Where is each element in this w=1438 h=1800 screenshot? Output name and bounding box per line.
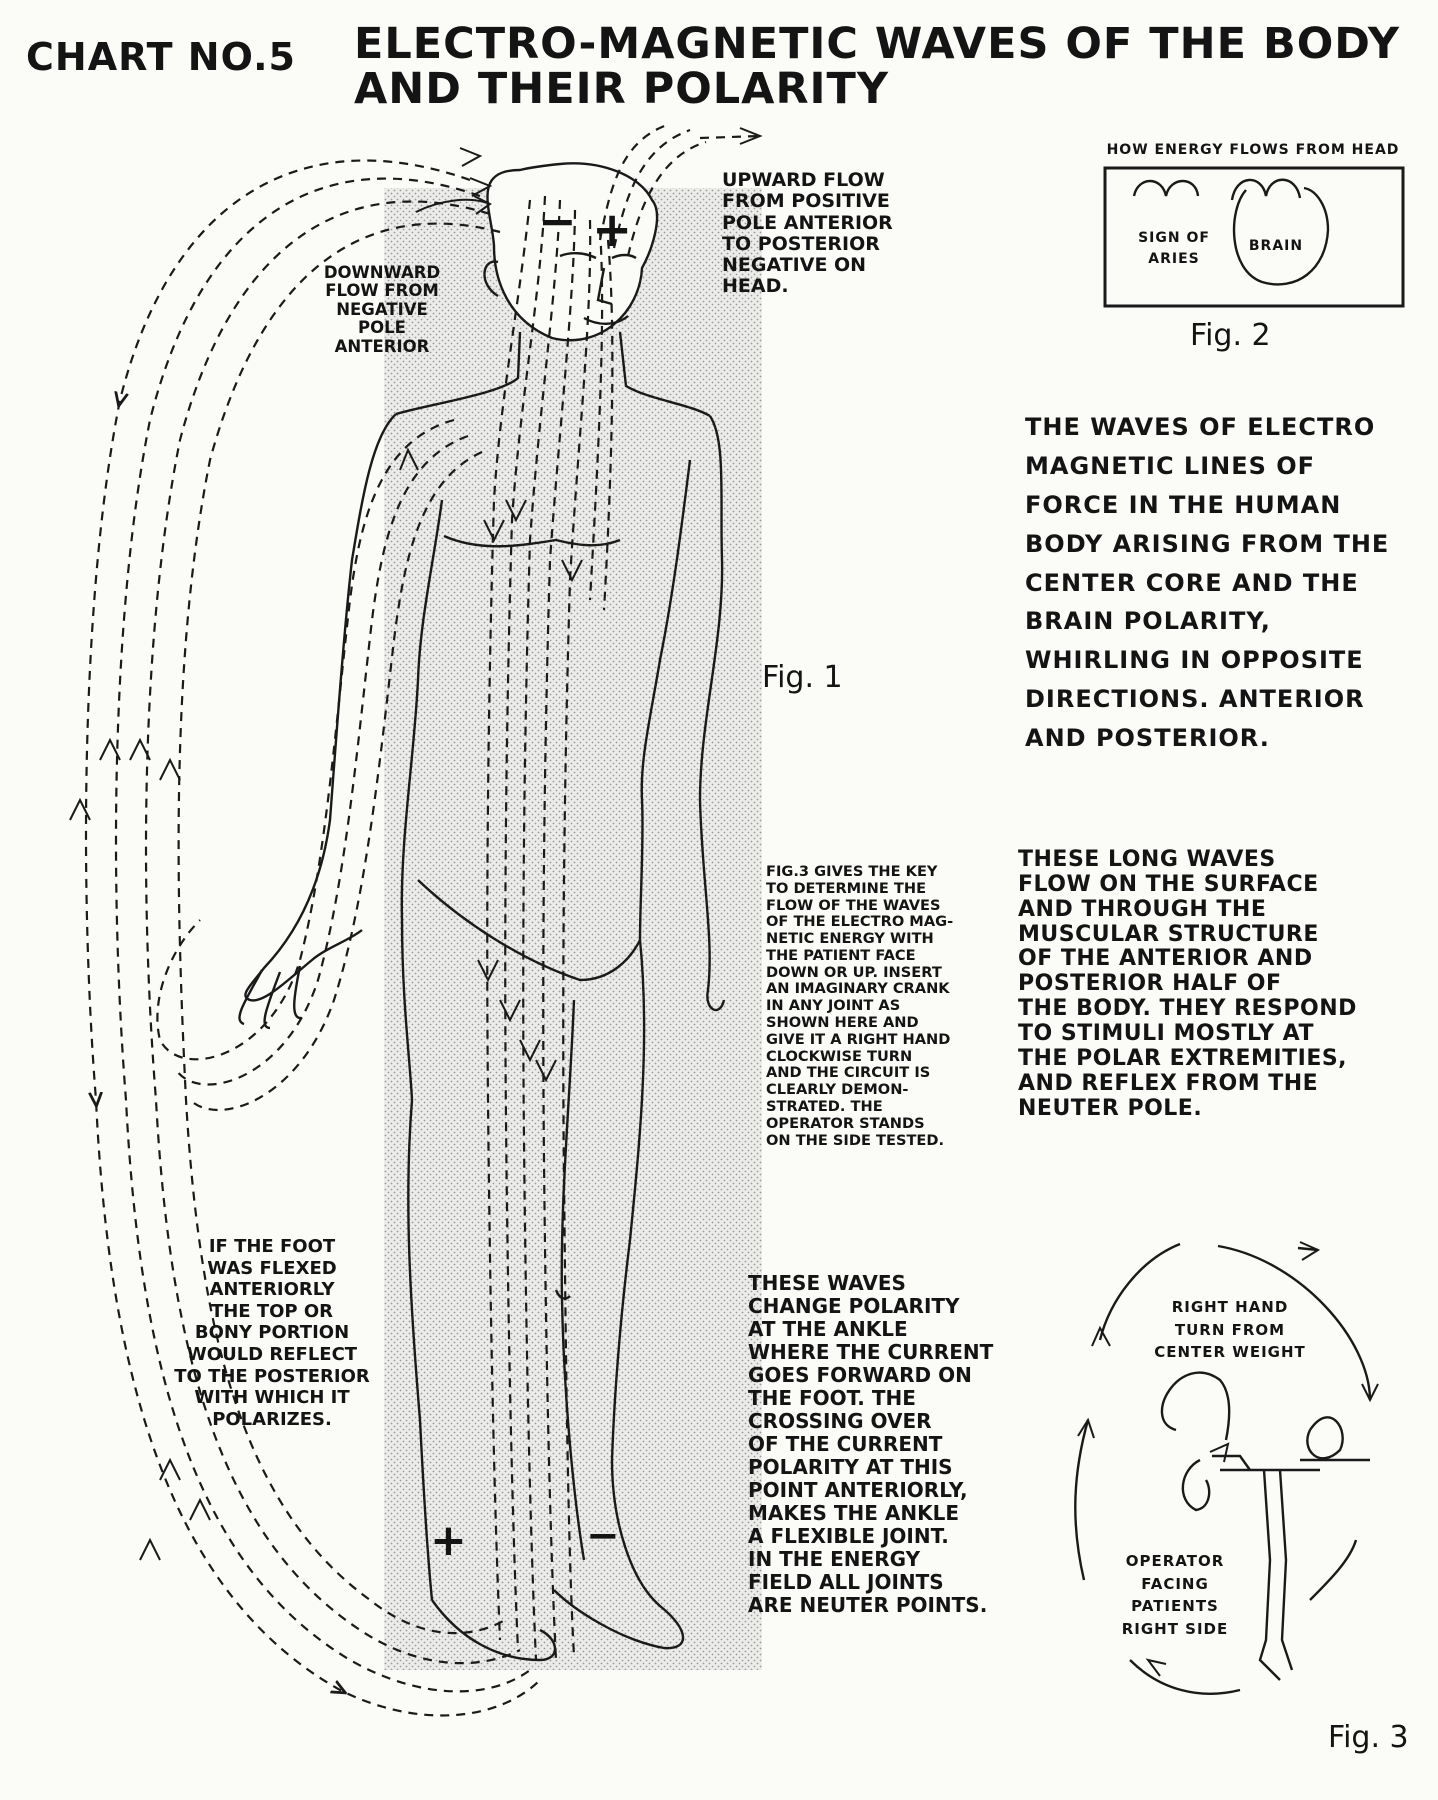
long-waves-paragraph <box>1018 848 1428 1121</box>
right-hand-turn-label <box>1140 1296 1320 1364</box>
downward-line: ANTERIOR <box>334 336 430 356</box>
main-paragraph-line: BODY ARISING FROM THE <box>1025 529 1390 558</box>
minus-sign-foot: − <box>586 1513 620 1559</box>
main-paragraph <box>1025 408 1425 758</box>
operator-line: RIGHT SIDE <box>1121 1619 1229 1638</box>
foot-flexed-line: POLARIZES. <box>212 1408 332 1430</box>
brain-label: BRAIN <box>1248 238 1304 254</box>
upward-line: HEAD. <box>722 275 789 298</box>
aries-label <box>1126 228 1222 270</box>
polarity-change-line: THESE WAVES <box>748 1271 906 1295</box>
upward-line: UPWARD FLOW <box>722 169 885 191</box>
downward-line: DOWNWARD <box>323 263 441 282</box>
fig3-key-line: STRATED. THE <box>766 1097 883 1115</box>
polarity-change-line: FIELD ALL JOINTS <box>748 1570 944 1594</box>
fig3-key-line: ON THE SIDE TESTED. <box>766 1131 945 1149</box>
foot-flexed-line: THE TOP OR <box>210 1300 334 1322</box>
operator-facing-label <box>1100 1550 1250 1640</box>
polarity-change-paragraph <box>748 1272 1048 1617</box>
aries-line: ARIES <box>1148 251 1200 267</box>
foot-flexed-line: TO THE POSTERIOR <box>174 1365 370 1387</box>
operator-line: PATIENTS <box>1131 1597 1219 1615</box>
plus-sign-foot: + <box>430 1515 467 1566</box>
upward-line: NEGATIVE ON <box>722 254 867 277</box>
long-waves-line: AND THROUGH THE <box>1018 896 1267 922</box>
chart-number: CHART NO.5 <box>26 35 296 79</box>
operator-line: OPERATOR <box>1125 1552 1225 1570</box>
foot-flexed-paragraph <box>162 1236 382 1430</box>
downward-line: NEGATIVE <box>336 299 428 319</box>
foot-flexed-line: IF THE FOOT <box>208 1236 336 1257</box>
plus-sign-head: + <box>592 202 633 258</box>
polarity-change-line: A FLEXIBLE JOINT. <box>748 1524 949 1548</box>
polarity-change-line: GOES FORWARD ON <box>748 1363 972 1387</box>
fig3-key-line: CLEARLY DEMON- <box>766 1081 909 1099</box>
fig3-caption: Fig. 3 <box>1328 1720 1409 1755</box>
polarity-change-line: IN THE ENERGY <box>748 1547 921 1571</box>
main-paragraph-line: FORCE IN THE HUMAN <box>1025 490 1342 519</box>
long-waves-line: FLOW ON THE SURFACE <box>1018 871 1319 897</box>
main-paragraph-line: THE WAVES OF ELECTRO <box>1025 413 1376 441</box>
right-hand-line: RIGHT HAND <box>1171 1298 1289 1316</box>
fig2-heading: HOW ENERGY FLOWS FROM HEAD <box>1106 142 1400 158</box>
polarity-change-line: WHERE THE CURRENT <box>748 1340 994 1364</box>
polarity-change-line: AT THE ANKLE <box>748 1317 908 1341</box>
polarity-change-line: ARE NEUTER POINTS. <box>748 1593 988 1617</box>
upward-flow-label <box>722 170 967 298</box>
long-waves-line: NEUTER POLE. <box>1018 1095 1203 1121</box>
right-hand-line: CENTER WEIGHT <box>1154 1343 1306 1361</box>
long-waves-line: POSTERIOR HALF OF <box>1018 971 1282 997</box>
main-paragraph-line: DIRECTIONS. ANTERIOR <box>1025 685 1365 714</box>
fig3-key-line: FIG.3 GIVES THE KEY <box>766 863 938 880</box>
fig3-key-line: SHOWN HERE AND <box>766 1014 919 1032</box>
foot-flexed-line: WOULD REFLECT <box>186 1343 358 1365</box>
long-waves-line: THE BODY. THEY RESPOND <box>1018 996 1357 1022</box>
polarity-change-line: POLARITY AT THIS <box>748 1455 953 1479</box>
foot-flexed-line: ANTERIORLY <box>209 1279 335 1301</box>
foot-flexed-line: BONY PORTION <box>194 1322 350 1344</box>
polarity-change-line: THE FOOT. THE <box>748 1386 916 1410</box>
main-paragraph-line: BRAIN POLARITY, <box>1025 607 1271 636</box>
main-paragraph-line: AND POSTERIOR. <box>1025 724 1270 752</box>
downward-flow-label <box>294 264 470 356</box>
fig2-caption: Fig. 2 <box>1190 318 1271 353</box>
fig3-key-line: THE PATIENT FACE <box>766 946 916 964</box>
main-paragraph-line: WHIRLING IN OPPOSITE <box>1025 646 1364 675</box>
fig3-key-paragraph <box>766 864 1021 1149</box>
fig3-key-line: GIVE IT A RIGHT HAND <box>766 1030 951 1048</box>
fig1-caption: Fig. 1 <box>762 660 843 695</box>
aries-line: SIGN OF <box>1138 230 1210 246</box>
operator-line: FACING <box>1141 1574 1209 1593</box>
long-waves-line: THE POLAR EXTREMITIES, <box>1018 1045 1348 1071</box>
right-hand-line: TURN FROM <box>1174 1320 1286 1339</box>
upward-line: FROM POSITIVE <box>722 190 890 213</box>
fig3-key-line: OF THE ELECTRO MAG- <box>766 913 954 931</box>
main-paragraph-line: MAGNETIC LINES OF <box>1025 451 1316 480</box>
foot-flexed-line: WITH WHICH IT <box>194 1387 350 1409</box>
fig3-key-line: IN ANY JOINT AS <box>766 997 901 1015</box>
fig3-key-line: CLOCKWISE TURN <box>766 1047 913 1065</box>
fig3-key-line: FLOW OF THE WAVES <box>766 896 941 914</box>
main-paragraph-line: CENTER CORE AND THE <box>1025 568 1359 597</box>
long-waves-line: MUSCULAR STRUCTURE <box>1018 921 1319 947</box>
downward-line: FLOW FROM <box>325 281 439 301</box>
long-waves-line: AND REFLEX FROM THE <box>1018 1070 1319 1096</box>
fig3-key-line: NETIC ENERGY WITH <box>766 930 934 948</box>
fig3-key-line: OPERATOR STANDS <box>766 1114 925 1132</box>
polarity-change-line: MAKES THE ANKLE <box>748 1501 960 1525</box>
long-waves-line: OF THE ANTERIOR AND <box>1018 946 1313 972</box>
page-title <box>354 19 1400 115</box>
fig3-key-line: AN IMAGINARY CRANK <box>766 980 950 998</box>
minus-sign-head: − <box>538 194 577 248</box>
long-waves-line: TO STIMULI MOSTLY AT <box>1018 1021 1314 1047</box>
downward-line: POLE <box>358 318 406 338</box>
fig3-key-line: AND THE CIRCUIT IS <box>766 1064 931 1082</box>
polarity-change-line: POINT ANTERIORLY, <box>748 1478 968 1502</box>
stipple-background <box>384 188 762 1670</box>
polarity-change-line: CROSSING OVER <box>748 1409 932 1433</box>
fig3-key-line: TO DETERMINE THE <box>766 879 927 897</box>
polarity-change-line: CHANGE POLARITY <box>748 1294 960 1318</box>
fig3-key-line: DOWN OR UP. INSERT <box>766 963 942 981</box>
long-waves-line: THESE LONG WAVES <box>1018 847 1276 872</box>
title-line-2: AND THEIR POLARITY <box>354 64 890 115</box>
upward-line: POLE ANTERIOR <box>722 211 893 234</box>
title-line-1: ELECTRO-MAGNETIC WAVES OF THE BODY <box>354 19 1400 69</box>
upward-line: TO POSTERIOR <box>722 232 880 255</box>
foot-flexed-line: WAS FLEXED <box>207 1257 337 1279</box>
polarity-change-line: OF THE CURRENT <box>748 1432 943 1456</box>
